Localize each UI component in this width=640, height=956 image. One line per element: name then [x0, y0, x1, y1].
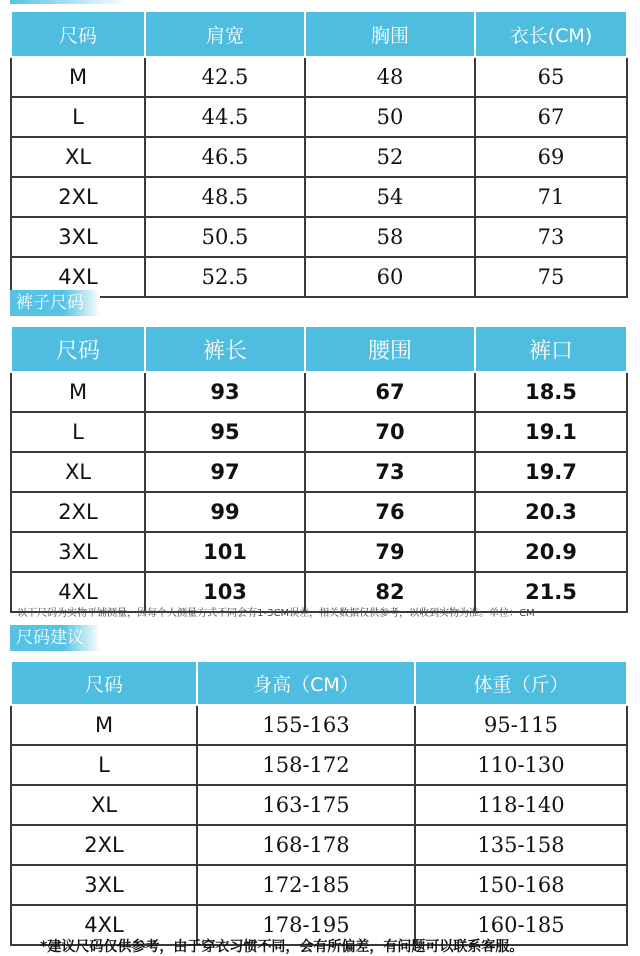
- size-cell: 2XL: [11, 177, 145, 217]
- value-cell: 20.9: [475, 532, 627, 572]
- size-cell: XL: [11, 137, 145, 177]
- value-cell: 75: [475, 257, 627, 297]
- top-size-table: [10, 10, 628, 298]
- size-cell: M: [11, 57, 145, 97]
- value-cell: 42.5: [145, 57, 305, 97]
- size-cell: 3XL: [11, 865, 197, 905]
- value-cell: 135-158: [415, 825, 627, 865]
- table-row: [11, 452, 627, 492]
- header-cell: 胸围: [305, 11, 475, 57]
- size-cell: M: [11, 705, 197, 745]
- header-cell: 尺码: [11, 326, 145, 372]
- table-row: [11, 57, 627, 97]
- value-cell: 82: [305, 572, 475, 612]
- size-cell: 2XL: [11, 825, 197, 865]
- top-accent-strip: [10, 0, 130, 4]
- table-header-row: [11, 326, 627, 372]
- header-cell: 衣长(CM): [475, 11, 627, 57]
- value-cell: 110-130: [415, 745, 627, 785]
- value-cell: 93: [145, 372, 305, 412]
- value-cell: 60: [305, 257, 475, 297]
- value-cell: 71: [475, 177, 627, 217]
- table-row: [11, 825, 627, 865]
- size-cell: 4XL: [11, 257, 145, 297]
- size-cell: L: [11, 745, 197, 785]
- value-cell: 178-195: [197, 905, 415, 945]
- header-cell: 身高（CM）: [197, 661, 415, 705]
- value-cell: 73: [305, 452, 475, 492]
- value-cell: 103: [145, 572, 305, 612]
- header-cell: 尺码: [11, 661, 197, 705]
- table-row: [11, 532, 627, 572]
- value-cell: 79: [305, 532, 475, 572]
- value-cell: 172-185: [197, 865, 415, 905]
- value-cell: 67: [475, 97, 627, 137]
- size-cell: L: [11, 97, 145, 137]
- size-cell: L: [11, 412, 145, 452]
- table-row: [11, 372, 627, 412]
- value-cell: 73: [475, 217, 627, 257]
- size-cell: 3XL: [11, 532, 145, 572]
- value-cell: 50: [305, 97, 475, 137]
- table-header-row: [11, 11, 627, 57]
- size-cell: M: [11, 372, 145, 412]
- value-cell: 19.1: [475, 412, 627, 452]
- value-cell: 168-178: [197, 825, 415, 865]
- value-cell: 54: [305, 177, 475, 217]
- value-cell: 46.5: [145, 137, 305, 177]
- value-cell: 101: [145, 532, 305, 572]
- table-row: [11, 257, 627, 297]
- value-cell: 21.5: [475, 572, 627, 612]
- value-cell: 58: [305, 217, 475, 257]
- pants-section-title: 裤子尺码: [10, 290, 100, 316]
- size-cell: XL: [11, 452, 145, 492]
- table-row: [11, 745, 627, 785]
- value-cell: 48.5: [145, 177, 305, 217]
- recommendation-section-title: 尺码建议: [10, 625, 100, 651]
- header-cell: 裤口: [475, 326, 627, 372]
- recommendation-note: *建议尺码仅供参考，由于穿衣习惯不同，会有所偏差，有问题可以联系客服。: [40, 939, 524, 955]
- value-cell: 158-172: [197, 745, 415, 785]
- value-cell: 20.3: [475, 492, 627, 532]
- value-cell: 95: [145, 412, 305, 452]
- size-cell: 3XL: [11, 217, 145, 257]
- value-cell: 65: [475, 57, 627, 97]
- table-header-row: [11, 661, 627, 705]
- value-cell: 19.7: [475, 452, 627, 492]
- value-cell: 52: [305, 137, 475, 177]
- value-cell: 67: [305, 372, 475, 412]
- value-cell: 69: [475, 137, 627, 177]
- header-cell: 腰围: [305, 326, 475, 372]
- value-cell: 163-175: [197, 785, 415, 825]
- value-cell: 155-163: [197, 705, 415, 745]
- table-row: [11, 705, 627, 745]
- value-cell: 150-168: [415, 865, 627, 905]
- header-cell: 肩宽: [145, 11, 305, 57]
- value-cell: 97: [145, 452, 305, 492]
- value-cell: 118-140: [415, 785, 627, 825]
- table-row: [11, 137, 627, 177]
- value-cell: 95-115: [415, 705, 627, 745]
- size-cell: 4XL: [11, 572, 145, 612]
- size-cell: 4XL: [11, 905, 197, 945]
- table-row: [11, 97, 627, 137]
- measurement-note: ·以下尺码为实物平铺测量，因每个人测量方式不同会有1-3CM误差，相关数据仅供参考，以收到实物为准。单位：CM: [14, 608, 535, 619]
- value-cell: 44.5: [145, 97, 305, 137]
- table-row: [11, 177, 627, 217]
- table-row: [11, 217, 627, 257]
- table-row: [11, 785, 627, 825]
- value-cell: 76: [305, 492, 475, 532]
- header-cell: 尺码: [11, 11, 145, 57]
- value-cell: 48: [305, 57, 475, 97]
- table-row: [11, 865, 627, 905]
- header-cell: 裤长: [145, 326, 305, 372]
- table-row: [11, 412, 627, 452]
- value-cell: 70: [305, 412, 475, 452]
- size-cell: XL: [11, 785, 197, 825]
- header-cell: 体重（斤）: [415, 661, 627, 705]
- value-cell: 18.5: [475, 372, 627, 412]
- size-recommendation-table: [10, 660, 628, 946]
- pants-size-table: [10, 325, 628, 613]
- value-cell: 160-185: [415, 905, 627, 945]
- value-cell: 99: [145, 492, 305, 532]
- size-cell: 2XL: [11, 492, 145, 532]
- value-cell: 52.5: [145, 257, 305, 297]
- value-cell: 50.5: [145, 217, 305, 257]
- table-row: [11, 492, 627, 532]
